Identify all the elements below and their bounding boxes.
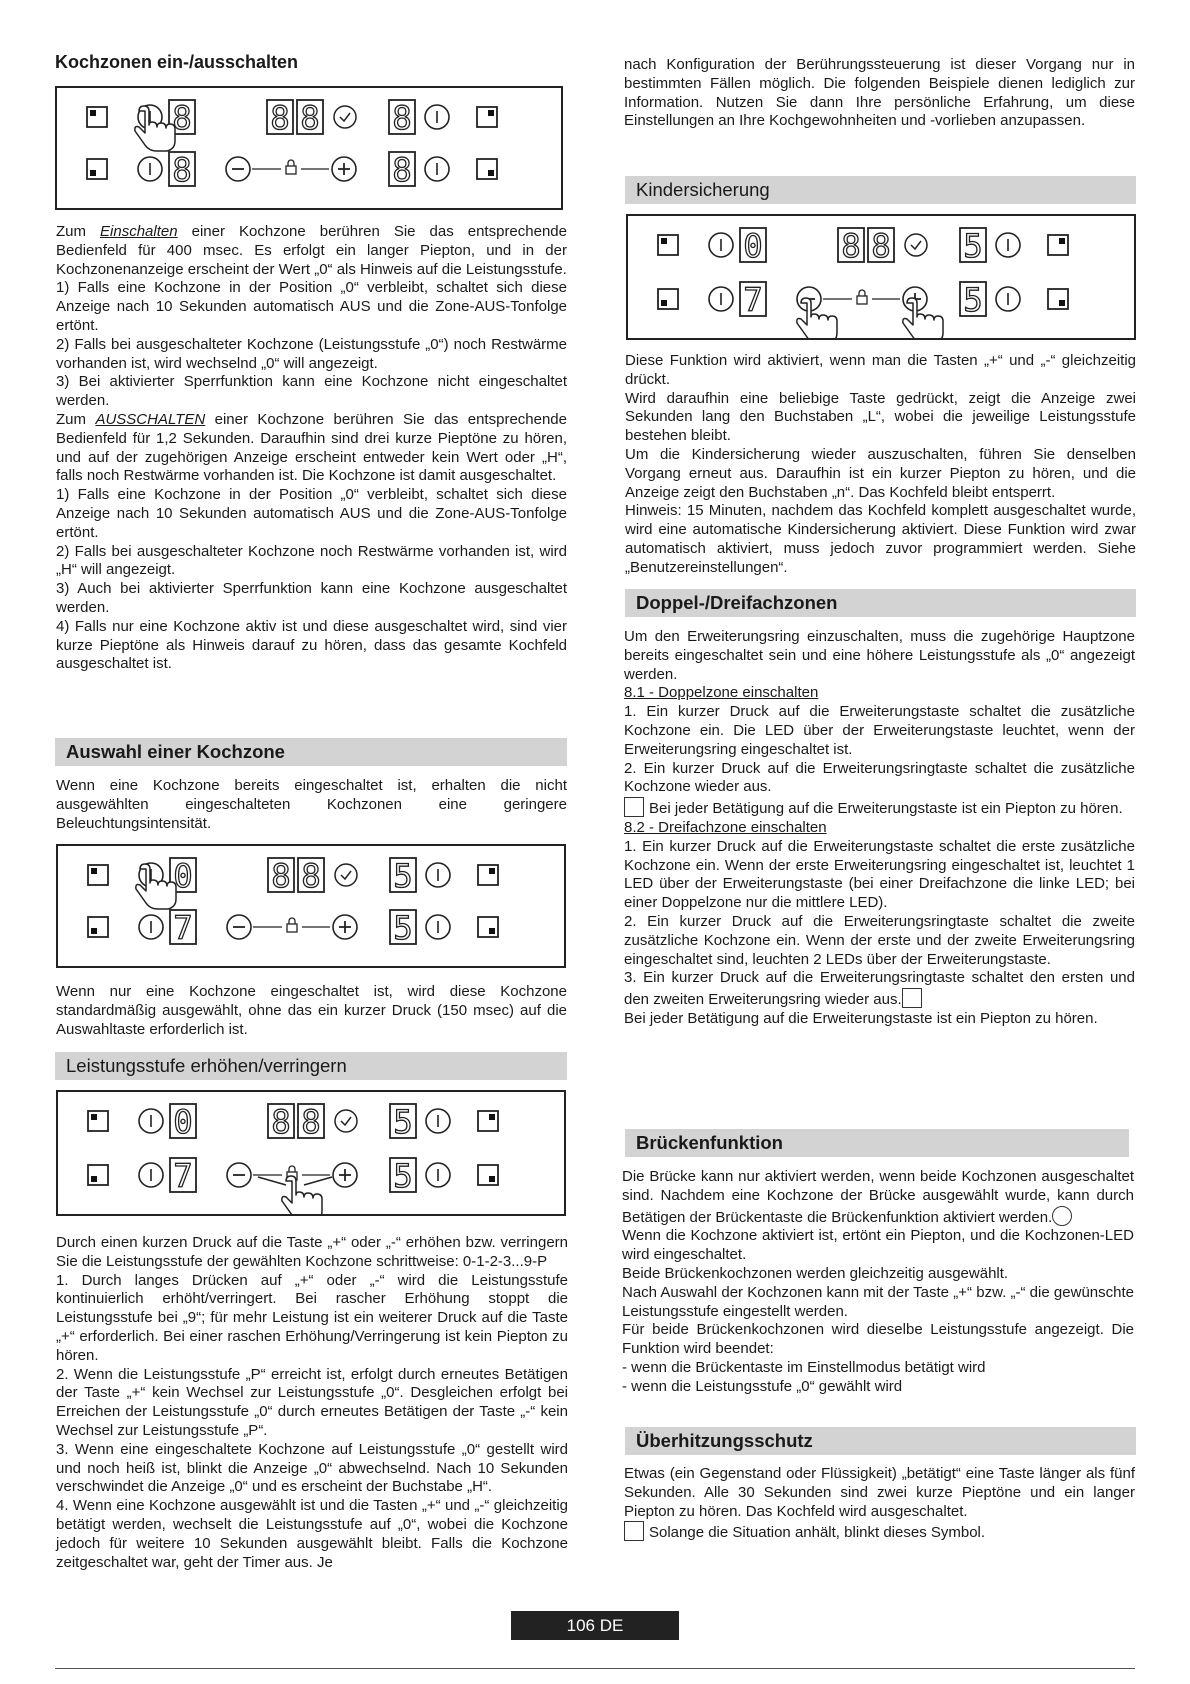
- power-button-bottom-left: [709, 287, 733, 311]
- zone-key-top-left: [87, 107, 107, 127]
- zone-key-top-left: [658, 235, 678, 255]
- svg-text:8: 8: [270, 99, 290, 137]
- svg-text:8: 8: [172, 99, 192, 137]
- paragraph: 2. Ein kurzer Druck auf die Erweiterungsringtaste schaltet die zusätzliche Kochzone wieder aus.: [624, 759, 1135, 796]
- panel-graphic: [628, 216, 1134, 338]
- lock-icon: [287, 918, 297, 932]
- svg-text:5: 5: [963, 227, 983, 265]
- control-panel-diagram-4: [626, 214, 1136, 340]
- zone-key-top-right: [478, 865, 498, 885]
- display-bottom-left: [170, 1157, 196, 1195]
- power-button-top-right: [426, 863, 450, 887]
- svg-text:5: 5: [393, 857, 413, 895]
- zone-key-bottom-left: [88, 917, 108, 937]
- lock-icon: [857, 290, 867, 304]
- paragraph: Nach Auswahl der Kochzonen kann mit der Taste „+“ bzw. „-“ die gewünschte Leistungsstufe eingestellt werden.: [622, 1283, 1134, 1320]
- control-panel-diagram-2: [56, 844, 566, 968]
- paragraph: Beide Brückenkochzonen werden gleichzeitig ausgewählt.: [622, 1264, 1009, 1282]
- minus-button: [226, 157, 250, 181]
- minus-button: [227, 1163, 251, 1187]
- zone-key-top-right: [1048, 235, 1068, 255]
- svg-text:7: 7: [743, 281, 763, 319]
- svg-text:8: 8: [392, 99, 412, 137]
- power-button-top-right: [426, 1109, 450, 1133]
- paragraph: Zum Einschalten einer Kochzone berühren Sie das entsprechende Bedienfeld für 400 msec. Es erfolgt ein langer Piepton, und in der Kochzonenanzeige erscheint der Wert „0“ als Hinweis auf die Leistungsstufe.: [56, 223, 567, 278]
- svg-text:5: 5: [393, 1103, 413, 1141]
- lock-icon: [286, 160, 296, 174]
- paragraph: Um die Kindersicherung wieder auszuschalten, führen Sie denselben Vorgang erneut aus. Daraufhin ist ein kurzer Piepton zu hören, und die Anzeige zeigt den Buchstaben „n“. Das Kochfeld bleibt entsperrt.: [625, 445, 1136, 501]
- paragraph: Die Brücke kann nur aktiviert werden, wenn beide Kochzonen ausgeschaltet sind. Nachdem eine Kochzone der Brücke ausgewählt wurde, kann durch Betätigen der Brückentaste die Brückenfunktion aktiviert werden.: [622, 1168, 1134, 1226]
- paragraph: Wird daraufhin eine beliebige Taste gedrückt, zeigt die Anzeige zwei Sekunden lang den Buchstaben „L“, wobei die jeweilige Leistungsstufe bestehen bleibt.: [625, 389, 1136, 445]
- svg-text:8: 8: [271, 1103, 291, 1141]
- display-bottom-left: [170, 909, 196, 947]
- timer-icon: [905, 234, 927, 256]
- paragraph: 1) Falls eine Kochzone in der Position „0“ verbleibt, schaltet sich diese Anzeige nach 10 Sekunden automatisch AUS und die Zone-AUS-Tonfolge ertönt.: [56, 486, 567, 541]
- svg-text:5: 5: [963, 281, 983, 319]
- svg-text:5: 5: [393, 1157, 413, 1195]
- timer-digit-2: [298, 857, 324, 895]
- paragraph: Wenn die Kochzone aktiviert ist, ertönt ein Piepton, und die Kochzonen-LED wird eingeschaltet.: [622, 1227, 1134, 1264]
- svg-text:7: 7: [173, 909, 193, 947]
- child-lock-text: [625, 352, 1136, 578]
- paragraph: 3. Wenn eine eingeschaltete Kochzone auf Leistungsstufe „0“ gestellt wird und noch heiß ist, blinkt die Anzeige „0“ abwechselnd. Nach 10 Sekunden verschwindet die Anzeige „0“ und es erscheint der Buchstabe „H“.: [56, 1440, 568, 1496]
- svg-text:7: 7: [173, 1157, 193, 1195]
- paragraph: 3) Bei aktivierter Sperrfunktion kann eine Kochzone nicht eingeschaltet werden.: [56, 373, 567, 410]
- paragraph: Zum AUSSCHALTEN einer Kochzone berühren Sie das entsprechende Bedienfeld für 1,2 Sekunden. Daraufhin sind drei kurze Pieptöne zu hören, und auf der zugehörigen Anzeige erscheint entweder kein Wert oder „H“, falls noch Restwärme vorhanden ist. Die Kochzone ist damit ausgeschaltet.: [56, 410, 567, 485]
- plus-button: [333, 1163, 357, 1187]
- paragraph: 2) Falls bei ausgeschalteter Kochzone (Leistungsstufe „0“) noch Restwärme vorhanden ist, wird wechselnd „0“ will angezeigt.: [56, 335, 567, 372]
- timer-digit-2: [297, 99, 323, 137]
- zone-key-bottom-right: [477, 159, 497, 179]
- heading-multi-zones: Doppel-/Dreifachzonen: [625, 589, 1136, 617]
- power-button-top-right: [996, 233, 1020, 257]
- paragraph: 8.1 - Doppelzone einschalten: [624, 684, 819, 702]
- svg-text:8: 8: [300, 99, 320, 137]
- timer-digit-1: [268, 1103, 294, 1141]
- on-off-text: [56, 223, 567, 674]
- paragraph: 3) Auch bei aktivierter Sperrfunktion kann eine Kochzone ausgeschaltet werden.: [56, 580, 567, 616]
- control-panel-diagram-1: [55, 86, 563, 210]
- paragraph: 4. Wenn eine Kochzone ausgewählt ist und die Tasten „+“ und „-“ gleichzeitig betätigt werden, wechselt die Leistungsstufe auf „0“, wobei die Kochzone jedoch für weitere 10 Sekunden ausgewählt bleibt. Falls die Kochzone zeitgeschaltet war, geht der Timer aus. Je: [56, 1497, 568, 1571]
- display-top-right: [389, 99, 415, 137]
- timer-digit-2: [298, 1103, 324, 1141]
- paragraph: 4) Falls nur eine Kochzone aktiv ist und diese ausgeschaltet wird, sind vier kurze Pieptöne als Hinweis darauf zu hören, dass das gesamte Kochfeld ausgeschaltet ist.: [56, 617, 567, 673]
- panel-graphic: [57, 88, 561, 208]
- paragraph: 1. Ein kurzer Druck auf die Erweiterungstaste schaltet die erste zusätzliche Kochzone ein. Wenn der erste Erweiterungsring eingeschaltet ist, leuchtet 1 LED über der Erweiterungstaste (bei einer Dreifachzone die linke LED; bei einer Doppelzone nur die mittlere LED).: [624, 837, 1135, 912]
- power-text: [56, 1234, 568, 1572]
- power-button-top-right: [425, 105, 449, 129]
- paragraph: Solange die Situation anhält, blinkt dieses Symbol.: [624, 1521, 1135, 1543]
- svg-text:8: 8: [172, 151, 192, 189]
- display-bottom-left: [740, 281, 766, 319]
- paragraph: 2. Wenn die Leistungsstufe „P“ erreicht ist, erfolgt durch erneutes Betätigen der Taste „+“ kein Wechsel zur Leistungsstufe „0“. Desgleichen erfolgt bei Erreichen der Leistungsstufe „0“ durch erneutes Betätigen der Taste „-“ kein Wechsel zur Leistungsstufe „P“.: [56, 1365, 568, 1439]
- svg-text:8: 8: [301, 857, 321, 895]
- svg-text:8: 8: [871, 227, 891, 265]
- paragraph: Durch einen kurzen Druck auf die Taste „+“ oder „-“ erhöhen bzw. verringern Sie die Leistungsstufe der gewählten Kochzone schrittweise: 0-1-2-3...9-P: [56, 1234, 568, 1270]
- svg-text:8: 8: [271, 857, 291, 895]
- power-button-top-left: [709, 233, 733, 257]
- zone-key-top-right: [478, 1111, 498, 1131]
- display-top-right: [390, 1103, 416, 1141]
- paragraph: 1. Durch langes Drücken auf „+“ oder „-“ wird die Leistungsstufe kontinuierlich erhöht/verringert. Bei rascher Erhöhung stoppt die Leistungsstufe bei „9“; für mehr Leistung ist ein weiterer Druck auf die Taste „+“ erforderlich. Bei einer raschen Erhöhung/Verringerung ist kein Piepton zu hören.: [56, 1271, 568, 1364]
- power-button-bottom-left: [138, 157, 162, 181]
- zone-key-top-left: [88, 1111, 108, 1131]
- zone-key-top-left: [88, 865, 108, 885]
- zone-key-bottom-right: [478, 917, 498, 937]
- paragraph: Etwas (ein Gegenstand oder Flüssigkeit) „betätigt“ eine Taste länger als fünf Sekunden. Alle 30 Sekunden sind zwei kurze Pieptöne und ein langer Piepton zu hören. Das Kochfeld wird ausgeschaltet.: [624, 1465, 1135, 1520]
- timer-digit-2: [868, 227, 894, 265]
- paragraph: 8.2 - Dreifachzone einschalten: [624, 818, 827, 836]
- paragraph: - wenn die Leistungsstufe „0“ gewählt wird: [622, 1377, 903, 1395]
- panel-graphic: [58, 1092, 564, 1214]
- paragraph: 1. Ein kurzer Druck auf die Erweiterungstaste schaltet die zusätzliche Kochzone ein. Die LED über der Erweiterungstaste leuchtet, wenn der Erweiterungsring eingeschaltet ist.: [624, 703, 1135, 758]
- paragraph: 3. Ein kurzer Druck auf die Erweiterungsringtaste schaltet den ersten und den zweiten Erweiterungsring wieder aus.: [624, 969, 1135, 1009]
- zone-key-bottom-right: [1048, 289, 1068, 309]
- power-button-bottom-right: [996, 287, 1020, 311]
- svg-text:8: 8: [301, 1103, 321, 1141]
- display-bottom-right: [390, 909, 416, 947]
- arrow-right: [304, 1177, 332, 1185]
- zone-key-bottom-left: [87, 159, 107, 179]
- paragraph: Bei jeder Betätigung auf die Erweiterungstaste ist ein Piepton zu hören.: [624, 797, 1135, 819]
- display-bottom-right: [389, 151, 415, 189]
- timer-digit-1: [268, 857, 294, 895]
- paragraph: 2) Falls bei ausgeschalteter Kochzone noch Restwärme vorhanden ist, wird „H“ will angezeigt.: [56, 542, 567, 579]
- plus-button: [333, 915, 357, 939]
- minus-button: [227, 915, 251, 939]
- paragraph: Hinweis: 15 Minuten, nachdem das Kochfeld komplett ausgeschaltet wurde, wird eine automatische Kindersicherung aktiviert. Diese Funktion wird zwar automatisch aktiviert, muss jedoch zuvor programmiert werden. Siehe „Benutzereinstellungen“.: [625, 502, 1136, 576]
- svg-text:8: 8: [841, 227, 861, 265]
- paragraph: Um den Erweiterungsring einzuschalten, muss die zugehörige Hauptzone bereits eingeschaltet sein und eine höhere Leistungsstufe als „0“ angezeigt werden.: [624, 628, 1135, 683]
- paragraph: Für beide Brückenkochzonen wird dieselbe Leistungsstufe angezeigt. Die Funktion wird beendet:: [622, 1321, 1134, 1358]
- svg-text:0: 0: [173, 1103, 193, 1141]
- display-bottom-right: [960, 281, 986, 319]
- power-button-bottom-right: [426, 915, 450, 939]
- timer-digit-1: [267, 99, 293, 137]
- svg-text:8: 8: [392, 151, 412, 189]
- timer-icon: [335, 1110, 357, 1132]
- paragraph: 1) Falls eine Kochzone in der Position „0“ verbleibt, schaltet sich diese Anzeige nach 10 Sekunden automatisch AUS und die Zone-AUS-Tonfolge ertönt.: [56, 279, 567, 334]
- power-button-bottom-left: [139, 915, 163, 939]
- svg-text:0: 0: [173, 857, 193, 895]
- power-button-top-left: [139, 1109, 163, 1133]
- page-number: 106 DE: [511, 1611, 679, 1640]
- select-text-1: Wenn eine Kochzone bereits eingeschaltet ist, erhalten die nicht ausgewählten eingeschalteten Kochzonen eine geringere Beleuchtungsintensität.: [56, 777, 567, 832]
- display-top-left: [170, 1103, 196, 1141]
- multi-zones-text: [624, 628, 1135, 1029]
- heading-power: Leistungsstufe erhöhen/verringern: [55, 1052, 567, 1080]
- zone-key-bottom-right: [478, 1165, 498, 1185]
- select-text-2: Wenn nur eine Kochzone eingeschaltet ist, wird diese Kochzone standardmäßig ausgewählt, ohne das ein kurzer Druck (150 msec) auf die Auswahltaste erforderlich ist.: [56, 983, 567, 1038]
- display-bottom-right: [390, 1157, 416, 1195]
- timer-icon: [335, 864, 357, 886]
- svg-text:0: 0: [743, 227, 763, 265]
- plus-button: [332, 157, 356, 181]
- overheat-text: [624, 1465, 1135, 1543]
- heading-child-lock: Kindersicherung: [625, 176, 1136, 204]
- paragraph: Diese Funktion wird aktiviert, wenn man die Tasten „+“ und „-“ gleichzeitig drückt.: [625, 352, 1136, 388]
- power-button-bottom-right: [425, 157, 449, 181]
- zone-key-bottom-left: [88, 1165, 108, 1185]
- footer-rule: [55, 1668, 1135, 1669]
- svg-text:5: 5: [393, 909, 413, 947]
- heading-bridge: Brückenfunktion: [625, 1129, 1129, 1157]
- heading-overheat: Überhitzungsschutz: [625, 1427, 1136, 1455]
- paragraph: 2. Ein kurzer Druck auf die Erweiterungsringtaste schaltet die zweite zusätzliche Kochzone ein. Wenn der erste und der zweite Erweiterungsring eingeschaltet sind, leuchten 2 LEDs über der Erweiterungstaste.: [624, 912, 1135, 968]
- power-button-bottom-right: [426, 1163, 450, 1187]
- intro-text: nach Konfiguration der Berührungssteuerung ist dieser Vorgang nur in bestimmten Fällen möglich. Die folgenden Beispiele dienen lediglich zur Information. Nutzen Sie dann Ihre persönliche Erfahrung, um diese Einstellungen an Ihre Kochgewohnheiten und -vorlieben anzupassen.: [624, 56, 1135, 130]
- power-button-bottom-left: [139, 1163, 163, 1187]
- zone-key-bottom-left: [658, 289, 678, 309]
- display-top-left: [740, 227, 766, 265]
- control-panel-diagram-3: [56, 1090, 566, 1216]
- arrow-left: [258, 1177, 286, 1185]
- timer-digit-1: [838, 227, 864, 265]
- display-top-right: [390, 857, 416, 895]
- timer-icon: [334, 106, 356, 128]
- paragraph: Bei jeder Betätigung auf die Erweiterungstaste ist ein Piepton zu hören.: [624, 1009, 1098, 1027]
- heading-select: Auswahl einer Kochzone: [55, 738, 567, 766]
- bridge-text: [622, 1168, 1134, 1397]
- display-top-right: [960, 227, 986, 265]
- heading-on-off: Kochzonen ein-/ausschalten: [55, 52, 299, 72]
- display-bottom-left: [169, 151, 195, 189]
- zone-key-top-right: [477, 107, 497, 127]
- panel-graphic: [58, 846, 564, 966]
- paragraph: - wenn die Brückentaste im Einstellmodus betätigt wird: [622, 1358, 986, 1376]
